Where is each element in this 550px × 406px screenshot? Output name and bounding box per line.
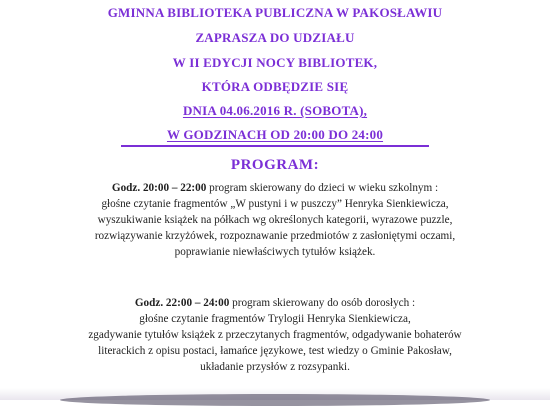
program-audience: program skierowany do dzieci w wieku szkolnym :	[206, 182, 439, 194]
program-time: Godz. 22:00 – 24:00	[134, 297, 230, 309]
program-block-intro	[30, 295, 520, 311]
program-line: głośne czytanie fragmentów „W pustyni i w puszczy” Henryka Sienkiewicza,	[101, 198, 449, 210]
program-line: literackich z opisu postaci, łamańce językowe, test wiedzy o Gminie Pakosław,	[98, 345, 452, 357]
program-block-children	[30, 180, 520, 260]
program-line: głośne czytanie fragmentów Trylogii Henryka Sienkiewicza,	[139, 313, 411, 325]
event-hours: W GODZINACH OD 20:00 DO 24:00	[166, 127, 384, 142]
program-time: Godz. 20:00 – 22:00	[111, 182, 207, 194]
program-line: zgadywanie tytułów książek z przeczytanych fragmentów, odgadywanie bohaterów	[88, 329, 462, 341]
header-library-name: GMINNA BIBLIOTEKA PUBLICZNA W PAKOSŁAWIU	[107, 5, 443, 20]
program-line: poprawianie niewłaściwych tytułów książek.	[174, 246, 376, 258]
header-divider	[121, 145, 429, 147]
program-audience: program skierowany do osób dorosłych :	[229, 297, 416, 309]
program-line: układanie przysłów z rozsypanki.	[200, 361, 350, 373]
header-invitation: ZAPRASZA DO UDZIAŁU	[195, 30, 355, 45]
bottom-decoration	[60, 394, 490, 406]
program-line: rozwiązywanie krzyżówek, rozpoznawanie przedmiotów z zasłoniętymi oczami,	[94, 230, 456, 242]
header-date	[0, 102, 550, 119]
header-which-takes-place: KTÓRA ODBĘDZIE SIĘ	[201, 79, 349, 94]
program-line: wyszukiwanie książek na półkach wg określonych kategorii, wyrazowe puzzle,	[97, 214, 453, 226]
header-event-name: W II EDYCJI NOCY BIBLIOTEK,	[172, 55, 378, 70]
header-hours	[0, 126, 550, 143]
program-block-adults	[30, 295, 520, 375]
program-title: PROGRAM:	[230, 157, 320, 173]
event-date: DNIA 04.06.2016 R. (SOBOTA),	[182, 103, 368, 118]
program-block-intro	[30, 180, 520, 196]
